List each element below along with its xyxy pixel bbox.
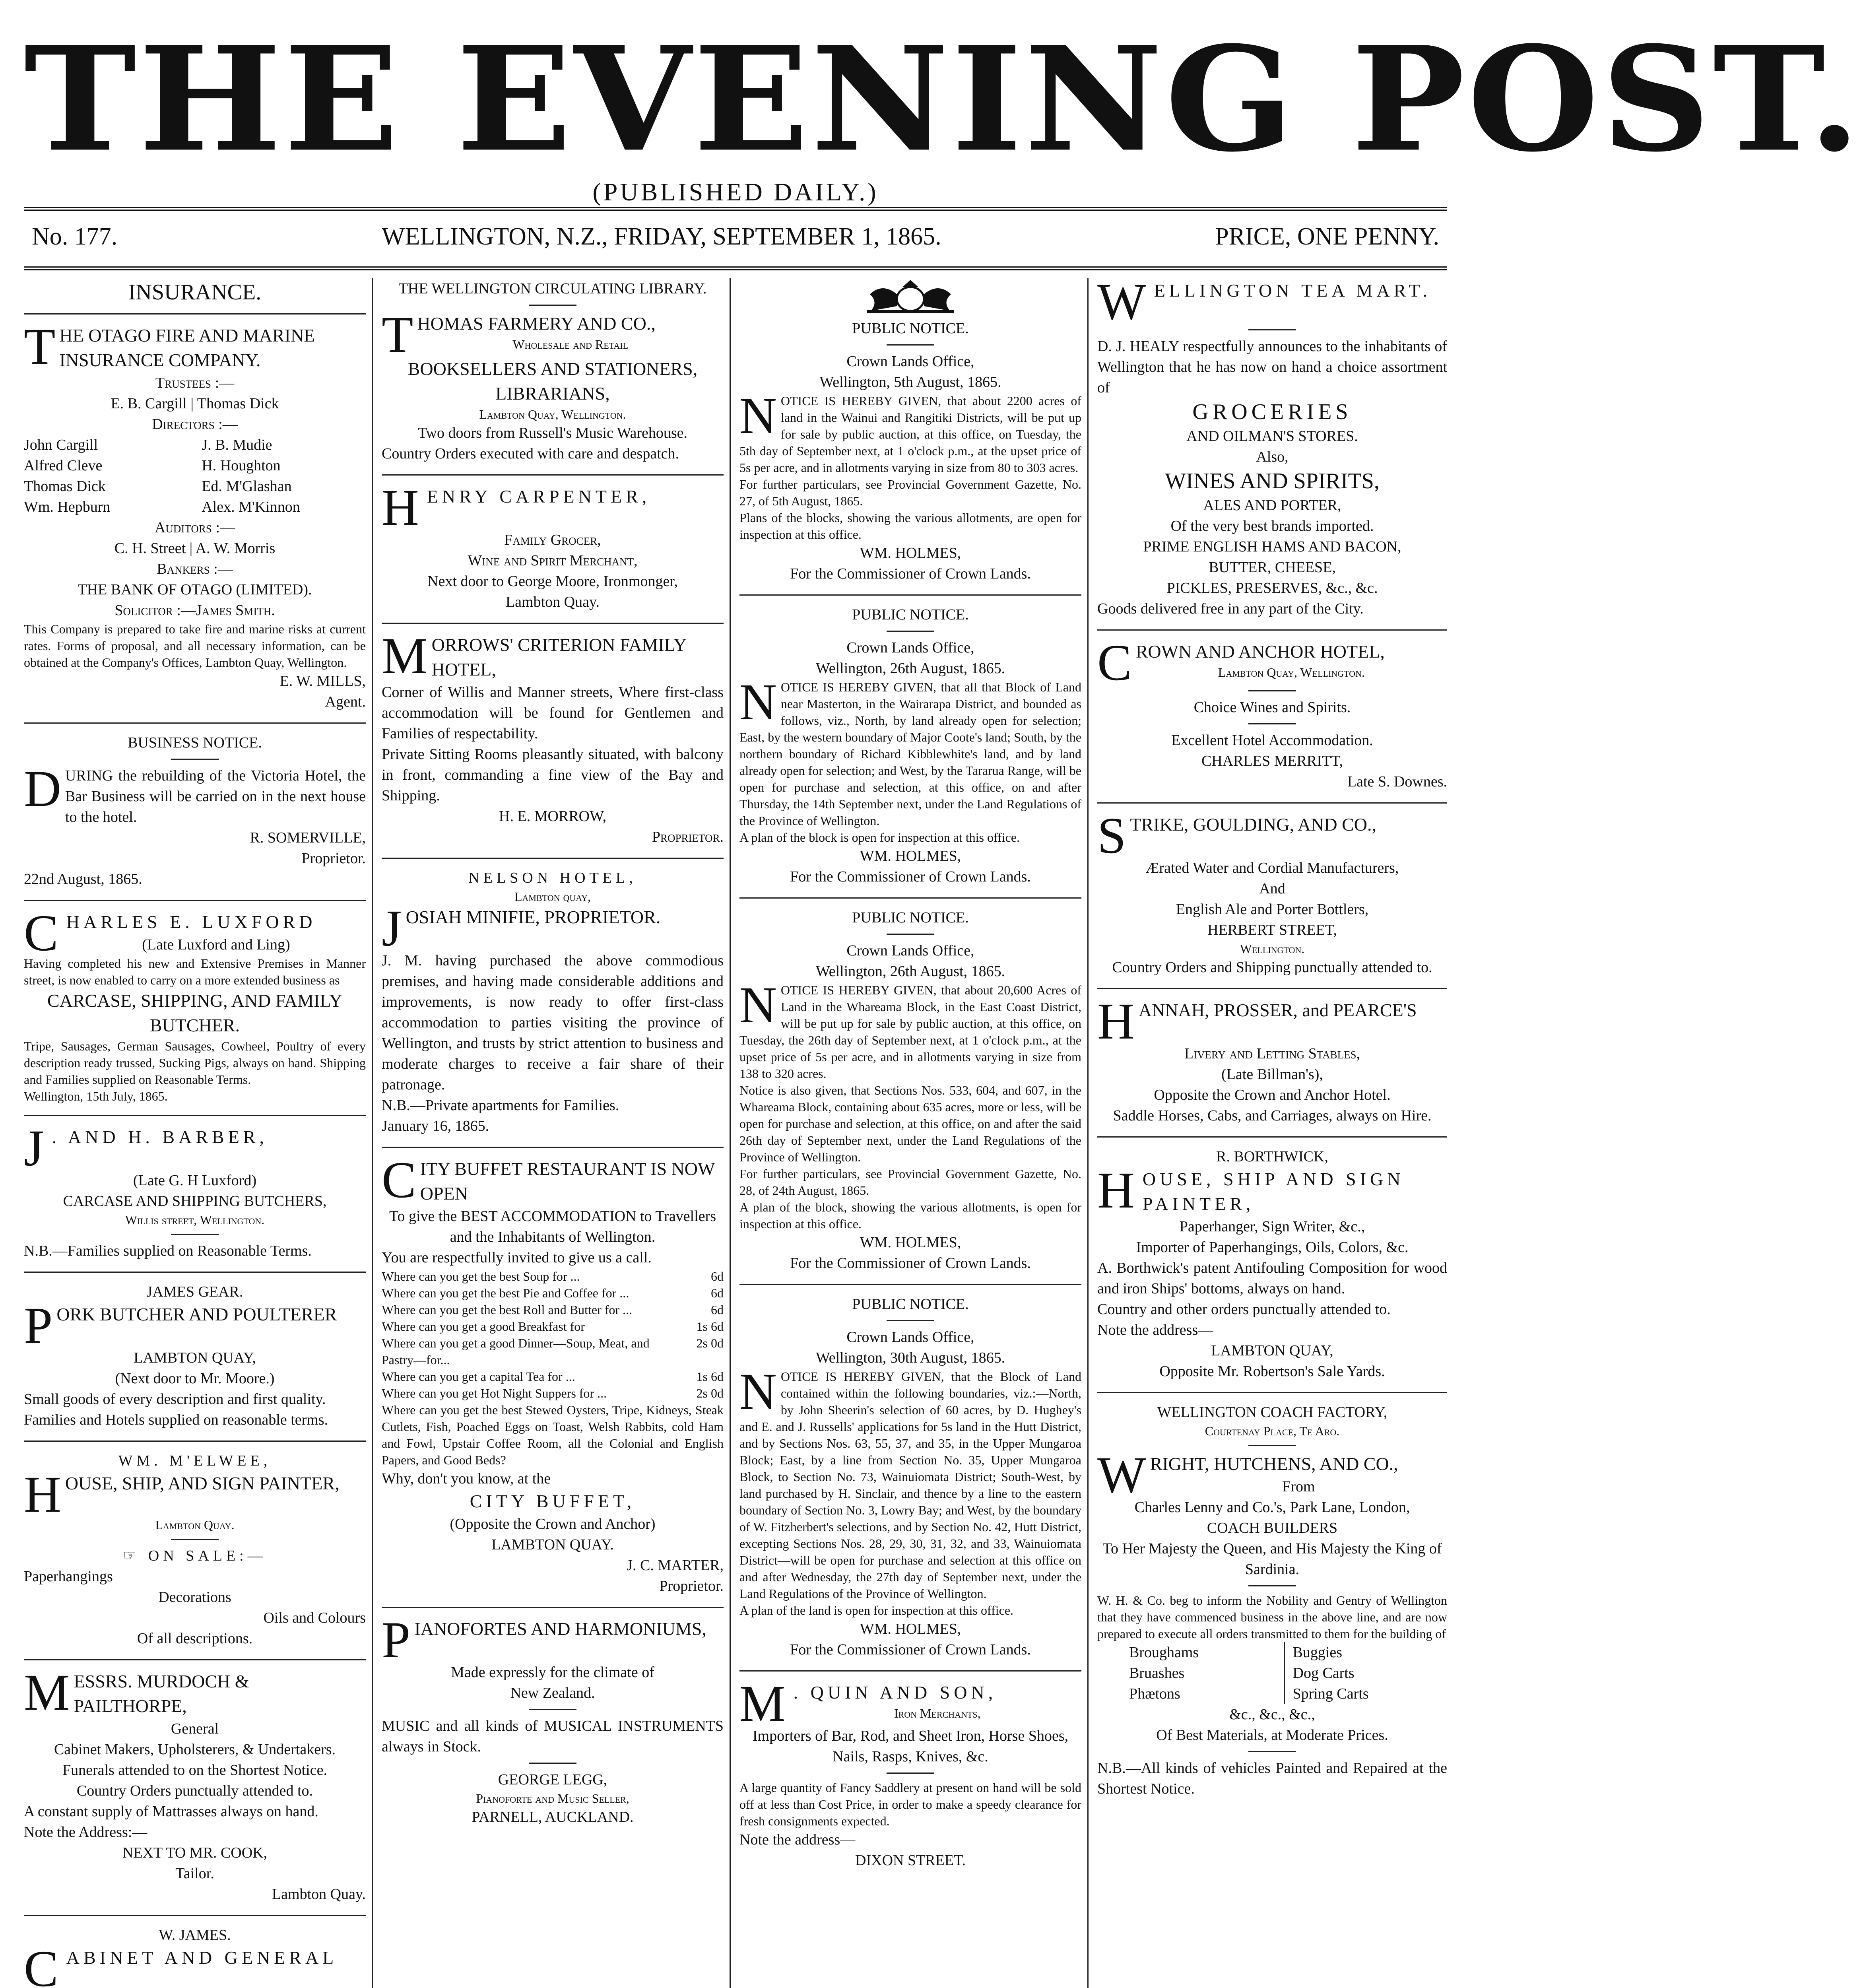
ad-crown-anchor: CROWN AND ANCHOR HOTEL, Lambton Quay, Wellington. Choice Wines and Spirits. Excellent Hotel Accommodation. CHARLES MERRITT, Late S. Downes. (1097, 634, 1447, 790)
ad-carpenter: HENRY CARPENTER, Family Grocer, Wine and Spirit Merchant, Next door to George Moore, Ironmonger, Lambton Quay. (382, 479, 678, 610)
ad-murdoch: MESSRS. MURDOCH & PAILTHORPE, General Cabinet Makers, Upholsterers, & Undertakers. Funerals attended to on the Shortest Notice. Country Orders punctually attended to. A constant supply of Mattrasses always on hand. Note the Address:— NEXT TO MR. COOK, Tailor. Lambton Quay. (24, 1664, 366, 1903)
ad-otago-insurance: THE OTAGO FIRE AND MARINE INSURANCE COMPANY. Trustees :— E. B. Cargill | Thomas Dick Directors :— John Cargill Alfred Cleve Thomas Dick Wm. Hepburn J. B. Mudie H. Houghton Ed. M'Glashan Alex. M'Kinnon Auditors :— C. H. Street | A. W. Morris Bankers :— THE BANK OF OTAGO (LIMITED). Solicitor :—James Smith. This Company is prepared to take fire and marine risks at current rates. Forms of proposal, and all necessary information, can be obtained at the Company's Offices, Lambton Quay, Wellington. E. W. MILLS, Agent. (24, 318, 366, 710)
masthead (24, 15, 1863, 206)
ad-city-buffet: CITY BUFFET RESTAURANT IS NOW OPEN To give the BEST ACCOMMODATION to Travellers and the Inhabitants of Wellington. You are respectfully invited to give us a call. Where can you get the best Soup for ... 6d Where can you get the best Pie and Coffee for ... 6d Where can you get the best Roll and Butter for ... 6d Where can you get a good Breakfast for 1s 6d Where can you get a good Dinner—Soup, Meat, and Pastry—for... 2s 0d Where can you get a capital Tea for ... 1s 6d Where can you get Hot Night Suppers for ... 2s 0d Where can you get the best Stewed Oysters, Tripe, Kidneys, Steak Cutlets, Fish, Poached Eggs on Toast, Welsh Rabbits, cold Ham and Fowl, Upstair Coffee Room, all the Colonial and English Papers, and Good Beds? Why, don't you know, at the CITY BUFFET, (Opposite the Crown and Anchor) LAMBTON QUAY. J. C. MARTER, Proprietor. (382, 1151, 724, 1594)
price-row: Where can you get the best Pie and Coffee for ... 6d (382, 1286, 724, 1300)
column-2 (382, 278, 724, 1988)
column-1 (24, 278, 366, 1988)
newspaper-subtitle: (PUBLISHED DAILY.) (592, 178, 879, 206)
column-divider (730, 278, 731, 1988)
public-notice-4: PUBLIC NOTICE. Crown Lands Office, Wellington, 30th August, 1865. NOTICE IS HEREBY GIVEN, that the Block of Land contained within the following boundaries, viz.:—North, by John Sheerin's selection of 60 acres, by D. Hughey's and E. and J. Russells' applications for 5s land in the Hutt District, and by Sections Nos. 63, 55, 37, and 35, in the Upper Mungaroa Block; East, by a line from Section No. 35, Upper Mungaroa Block, to Section No. 73, Wainuiomata District; South-West, by land purchased by H. Sinclair, and thence by a line to the eastern boundary of Section No. 3, Lowry Bay; and West, by the boundary of W. Fitzherbert's selections, and by Section No. 42, Hutt District, excepting Sections Nos. 28, 29, 30, 31, 32, and 33, Wainuiomata District—will be open for purchase and selection at this office on and after Wednesday, the 27th day of September next, under the Land Regulations of the Province of Wellington. A plan of the land is open for inspection at this office. WM. HOLMES, For the Commissioner of Crown Lands. (739, 1296, 1081, 1658)
column-3 (739, 278, 1081, 1988)
ad-gear: JAMES GEAR. PORK BUTCHER AND POULTERER LAMBTON QUAY, (Next door to Mr. Moore.) Small goods of every description and first quality. Families and Hotels supplied on reasonable terms. (24, 1283, 337, 1428)
ad-luxford: CHARLES E. LUXFORD (Late Luxford and Ling) Having completed his new and Extensive Premises in Manner street, is now enabled to carry on a more extended business as CARCASE, SHIPPING, AND FAMILY BUTCHER. Tripe, Sausages, German Sausages, Cowheel, Poultry of every description ready trussed, Sucking Pigs, always on hand. Shipping and Families supplied on Reasonable Terms. Wellington, 15th July, 1865. (24, 905, 366, 1103)
column-4 (1097, 273, 1447, 1988)
place-date: WELLINGTON, N.Z., FRIDAY, SEPTEMBER 1, 1865. (382, 223, 941, 250)
ad-morrow: MORROWS' CRITERION FAMILY HOTEL, Corner of Willis and Manner streets, Where first-class accommodation will be found for Gentlemen and Families of respectability. Private Sitting Rooms pleasantly situated, with balcony in front, commanding a fine view of the Bay and Shipping. H. E. MORROW, Proprietor. (382, 627, 724, 845)
price: PRICE, ONE PENNY. (1215, 223, 1439, 250)
public-notice-1: PUBLIC NOTICE. Crown Lands Office, Wellington, 5th August, 1865. NOTICE IS HEREBY GIVEN, that about 2200 acres of land in the Wainui and Rangitiki Districts, will be put up for sale by public auction, at this office, on Tuesday, the 5th day of September next, at 1 o'clock p.m., at the upset price of 5s per acre, and in allotments varying in size from 80 to 303 acres. For further particulars, see Provincial Government Gazette, No. 27, of 5th August, 1865. Plans of the blocks, showing the various allotments, are open for inspection at this office. WM. HOLMES, For the Commissioner of Crown Lands. (739, 320, 1081, 582)
price-row: Where can you get the best Soup for ... 6d (382, 1269, 724, 1283)
price-row: Where can you get a good Dinner—Soup, Meat, and Pastry—for... 2s 0d (382, 1336, 724, 1367)
ad-business-notice: BUSINESS NOTICE. DURING the rebuilding of the Victoria Hotel, the Bar Business will be carried on in the next house to the hotel. R. SOMERVILLE, Proprietor. 22nd August, 1865. (24, 734, 366, 887)
ad-hannah-stables: HANNAH, PROSSER, and PEARCE'S Livery and Letting Stables, (Late Billman's), Opposite the Crown and Anchor Hotel. Saddle Horses, Cabs, and Carriages, always on Hire. (1097, 993, 1432, 1124)
column-divider (1087, 278, 1089, 1988)
ad-melwee: WM. M'ELWEE, HOUSE, SHIP, AND SIGN PAINTER, Lambton Quay. ☞ ON SALE:— Paperhangings Decorations Oils and Colours Of all descriptions. (24, 1452, 366, 1647)
ad-strike-goulding: STRIKE, GOULDING, AND CO., Ærated Water and Cordial Manufacturers, And English Ale and Porter Bottlers, HERBERT STREET, Wellington. Country Orders and Shipping punctually attended to. (1097, 807, 1432, 976)
public-notice-2: PUBLIC NOTICE. Crown Lands Office, Wellington, 26th August, 1865. NOTICE IS HEREBY GIVEN, that all that Block of Land near Masterton, in the Wairarapa District, and bounded as follows, viz., North, by land already open for selection; East, by the western boundary of Major Coote's land; South, by the northern boundary of Richard Kibblewhite's land, and by land already open for selection; and West, by the Tararua Range, will be open for purchase and selection, at this office, on and after Thursday, the 14th September next, under the Land Regulations of the Province of Wellington. A plan of the block is open for inspection at this office. WM. HOLMES, For the Commissioner of Crown Lands. (739, 606, 1081, 885)
column-divider (372, 278, 373, 1988)
royal-crest-icon (859, 278, 962, 314)
newspaper-title: THE EVENING POST. (24, 15, 1863, 184)
price-row: Where can you get Hot Night Suppers for ... 2s 0d (382, 1386, 724, 1400)
ad-james: W. JAMES. CABINET AND GENERAL (24, 1927, 338, 1988)
dateline (24, 207, 1447, 270)
price-row: Where can you get the best Roll and Butter for ... 6d (382, 1303, 724, 1317)
ad-nelson-hotel: NELSON HOTEL, Lambton quay, JOSIAH MINIFIE, PROPRIETOR. J. M. having purchased the above commodious premises, and having made considerable additions and improvements, is now ready to offer first-class accommodation to parties visiting the province of Wellington, and trusts by strict attention to business and moderate charges to receive a fair share of their patronage. N.B.—Private apartments for Families. January 16, 1865. (382, 870, 724, 1134)
ad-pianofortes: PIANOFORTES AND HARMONIUMS, Made expressly for the climate of New Zealand. MUSIC and all kinds of MUSICAL INSTRUMENTS always in Stock. GEORGE LEGG, Pianoforte and Music Seller, PARNELL, AUCKLAND. (382, 1611, 724, 1825)
price-row: Where can you get a capital Tea for ... 1s 6d (382, 1369, 724, 1384)
ad-borthwick: R. BORTHWICK, HOUSE, SHIP AND SIGN PAINTER, Paperhanger, Sign Writer, &c., Importer of Paperhangings, Oils, Colors, &c. A. Borthwick's patent Antifouling Composition for wood and iron Ships' bottoms, always on hand. Country and other orders punctually attended to. Note the address— LAMBTON QUAY, Opposite Mr. Robertson's Sale Yards. (1097, 1148, 1447, 1380)
ad-coach-factory: WELLINGTON COACH FACTORY, Courtenay Place, Te Aro. WRIGHT, HUTCHENS, AND CO., From Charles Lenny and Co.'s, Park Lane, London, COACH BUILDERS To Her Majesty the Queen, and His Majesty the King of Sardinia. W. H. & Co. beg to inform the Nobility and Gentry of Wellington that they have commenced business in the above line, and are now prepared to execute all orders transmitted to them for the building of Broughams Bruashes Phætons Buggies Dog Carts Spring Carts &c., &c., &c., Of Best Materials, at Moderate Prices. N.B.—All kinds of vehicles Painted and Repaired at the Shortest Notice. (1097, 1404, 1447, 1797)
ad-barber: J . AND H. BARBER, (Late G. H Luxford) CARCASE AND SHIPPING BUTCHERS, Willis street, Wellington. N.B.—Families supplied on Reasonable Terms. (24, 1120, 327, 1259)
section-heading: INSURANCE. (128, 280, 262, 305)
ad-library: THE WELLINGTON CIRCULATING LIBRARY. THOMAS FARMERY AND CO., Wholesale and Retail BOOKSELLERS AND STATIONERS, LIBRARIANS, Lambton Quay, Wellington. Two doors from Russell's Music Warehouse. Country Orders executed with care and despatch. (382, 280, 707, 462)
issue-number: No. 177. (32, 223, 118, 250)
ad-tea-mart: WELLINGTON TEA MART. D. J. HEALY respectfully announces to the inhabitants of Wellington that he has now on hand a choice assortment of GROCERIES AND OILMAN'S STORES. Also, WINES AND SPIRITS, ALES AND PORTER, Of the very best brands imported. PRIME ENGLISH HAMS AND BACON, BUTTER, CHEESE, PICKLES, PRESERVES, &c., &c. Goods delivered free in any part of the City. (1097, 273, 1447, 617)
public-notice-3: PUBLIC NOTICE. Crown Lands Office, Wellington, 26th August, 1865. NOTICE IS HEREBY GIVEN, that about 20,600 Acres of Land in the Whareama Block, in the East Coast District, will be put up for sale by public auction, at this office, on Tuesday, the 26th day of September next, at 1 o'clock p.m., at the upset price of 5s per acre, and in allotments varying in size from 138 to 320 acres. Notice is also given, that Sections Nos. 533, 604, and 607, in the Whareama Block, containing about 635 acres, more or less, will be open for purchase and selection, at this office, on and after the said 26th day of September next, under the Land Regulations of the Province of Wellington. For further particulars, see Provincial Government Gazette, No. 28, of 24th August, 1865. A plan of the block, showing the various allotments, is open for inspection at this office. WM. HOLMES, For the Commissioner of Crown Lands. (739, 909, 1081, 1272)
ad-quin: M . QUIN AND SON, Iron Merchants, Importers of Bar, Rod, and Sheet Iron, Horse Shoes, Nails, Rasps, Knives, &c. A large quantity of Fancy Saddlery at present on hand will be sold off at less than Cost Price, in order to make a speedy clearance for fresh consignments expected. Note the address— DIXON STREET. (739, 1675, 1081, 1869)
price-row: Where can you get a good Breakfast for 1s 6d (382, 1319, 724, 1334)
